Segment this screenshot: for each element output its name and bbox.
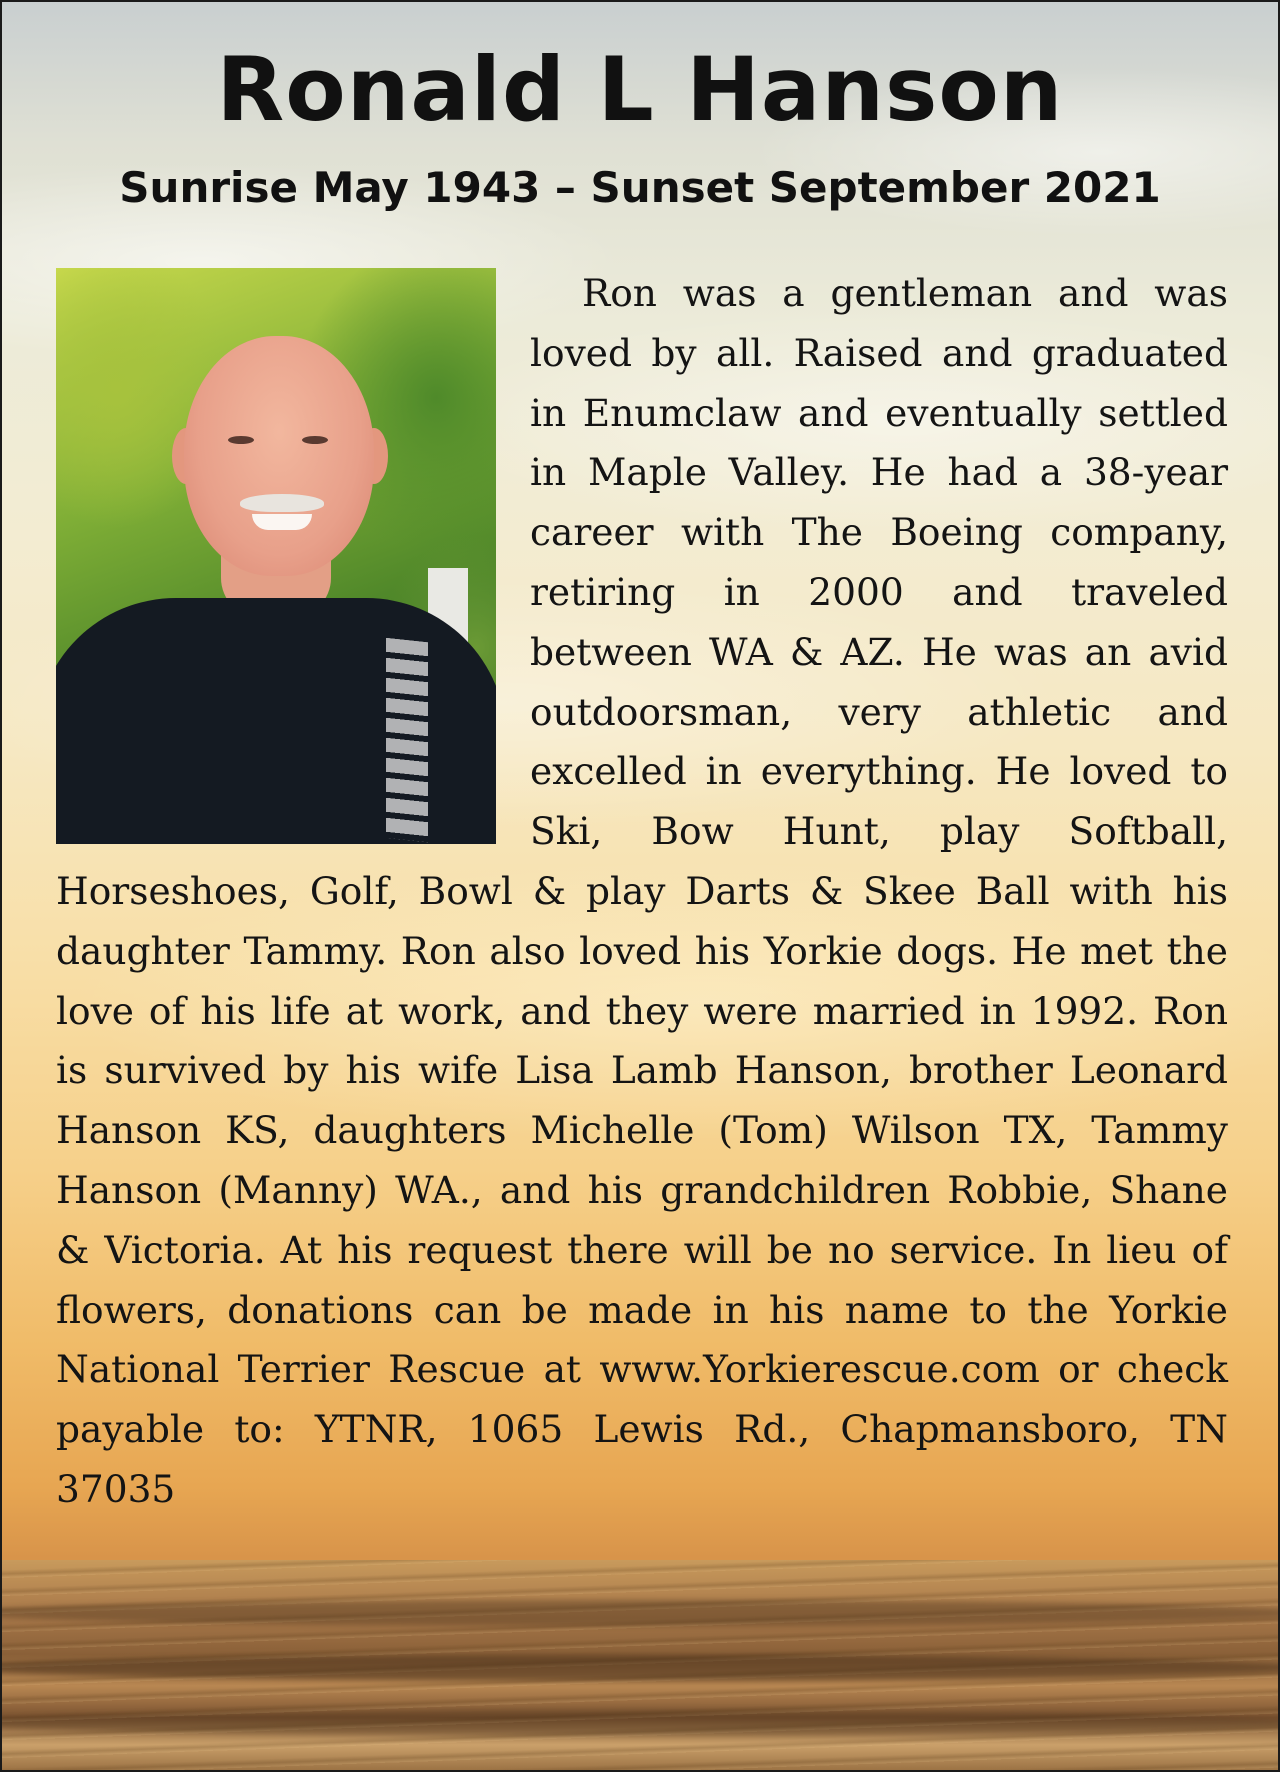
photo-smile [252,514,312,530]
wave [0,1710,1280,1736]
wave [0,1600,1280,1626]
photo-shirt-print [386,638,428,842]
photo-eye [302,436,328,444]
sunset-sea-background [2,1560,1278,1770]
portrait-photo [56,268,496,844]
photo-head [184,336,374,576]
wave [0,1655,1280,1681]
obituary-name: Ronald L Hanson [216,38,1064,141]
photo-moustache [240,494,324,512]
photo-shirt [56,598,496,844]
photo-eye [228,436,254,444]
obituary-dates: Sunrise May 1943 – Sunset September 2021 [119,163,1161,212]
obituary-body: Ron was a gentleman and was loved by all. Raised and graduated in Enumclaw and eventually settled in Maple Valley. He had a 38-year career with The Boeing company, retiring in 2000 and traveled between WA & AZ. He was an avid outdoorsman, very athletic and excelled in everything. He loved to Ski, Bow Hunt, play Softball, Horseshoes, Golf, Bowl & play Darts & Skee Ball with his daughter Tammy. Ron also loved his Yorkie dogs. He met the love of his life at work, and they were married in 1992. Ron is survived by his wife Lisa Lamb Hanson, brother Leonard Hanson KS, daughters Michelle (Tom) Wilson TX, Tammy Hanson (Manny) WA., and his grandchildren Robbie, Shane & Victoria. At his request there will be no service. In lieu of flowers, donations can be made in his name to the Yorkie National Terrier Rescue at www.Yorkierescue.com or check payable to: YTNR, 1065 Lewis Rd., Chapmansboro, TN 37035 [56,271,1228,1511]
obituary-content [56,264,1228,1520]
